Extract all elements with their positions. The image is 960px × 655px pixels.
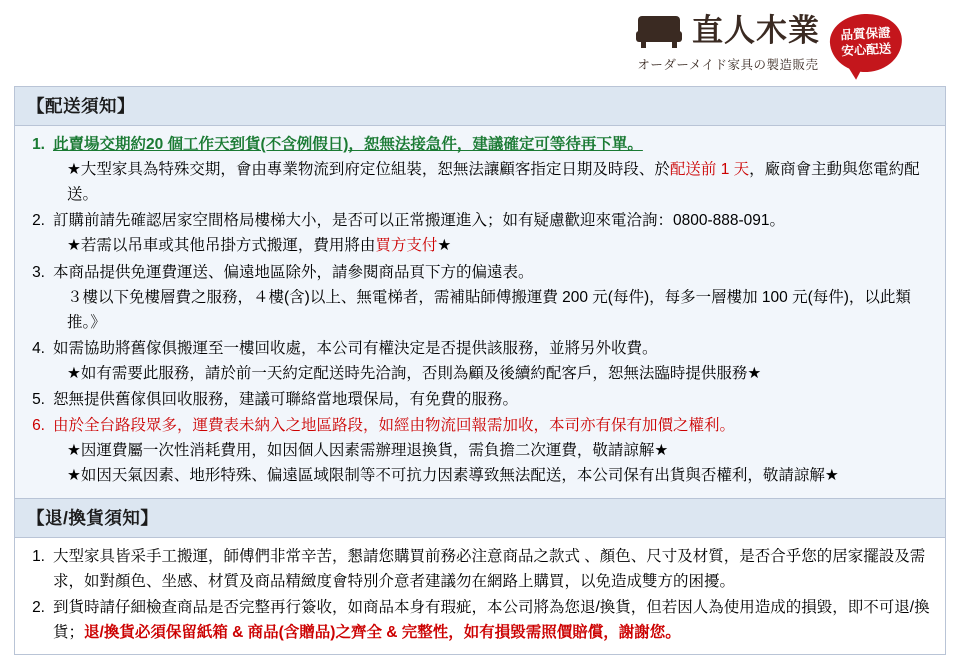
brand-name-row xyxy=(636,14,820,48)
list-item-line xyxy=(53,132,933,157)
list-item-line xyxy=(53,413,933,438)
list-item-number: 5. xyxy=(32,391,45,409)
text-run: 此賣場交期約20 個工作天到貨(不含例假日)，恕無法接急件，建議確定可等待再下單。 xyxy=(53,136,643,153)
text-run: 本商品提供免運費運送、偏遠地區除外，請參閱商品頁下方的偏遠表。 xyxy=(53,263,534,281)
badge-line-2: 安心配送 xyxy=(841,41,892,59)
list-item xyxy=(27,208,933,258)
shipping-notice-body xyxy=(15,126,945,498)
list-item-line xyxy=(53,233,933,258)
list-item-line xyxy=(53,157,933,207)
brand-logo xyxy=(636,14,902,73)
return-notice-list xyxy=(27,544,933,645)
text-run: 退/換貨必須保留紙箱 & 商品(含贈品)之齊全 & 完整性，如有損毀需照價賠償，謝謝您。 xyxy=(84,623,681,641)
list-item-number: 2. xyxy=(32,212,45,230)
list-item xyxy=(27,544,933,594)
sofa-icon xyxy=(636,14,682,48)
list-item-body xyxy=(53,544,933,594)
list-item-body xyxy=(53,260,933,335)
list-item-number: 3. xyxy=(32,263,45,281)
text-run: 由於全台路段眾多，運費表未納入之地區路段，如經由物流回報需加收，本司亦有保有加價之權利。 xyxy=(53,417,736,435)
text-run: ★因運費屬一次性消耗費用，如因個人因素需辦理退換貨，需負擔二次運費，敬請諒解★ xyxy=(67,442,669,460)
list-item-line xyxy=(53,595,933,645)
badge-line-1: 品質保證 xyxy=(840,26,891,43)
text-run: ★如有需要此服務，請於前一天約定配送時先洽詢，否則為顧及後續約配客戶，恕無法臨時提供服務★ xyxy=(67,364,762,382)
list-item xyxy=(27,595,933,645)
brand-text-block xyxy=(636,14,820,73)
shipping-notice-list xyxy=(27,132,933,489)
list-item-body xyxy=(53,336,933,386)
brand-name: 直人木業 xyxy=(692,13,820,48)
list-item xyxy=(27,336,933,386)
list-item xyxy=(27,260,933,335)
list-item-body xyxy=(53,208,933,258)
list-item-line xyxy=(53,438,933,463)
quality-badge xyxy=(829,12,904,74)
list-item-line xyxy=(53,260,933,285)
list-item-line xyxy=(53,463,933,488)
list-item-line xyxy=(53,361,933,386)
text-run: ３樓以下免樓層費之服務，４樓(含)以上、無電梯者，需補貼師傅搬運費 200 元(每件)，每多一層樓加 100 元(每件)，以此類推。》 xyxy=(67,288,911,331)
text-run: ★大型家具為特殊交期，會由專業物流到府定位組裝，恕無法讓顧客指定日期及時段、於 xyxy=(67,161,670,179)
list-item xyxy=(27,132,933,207)
return-notice-title: 【退/換貨須知】 xyxy=(15,498,945,538)
list-item-number: 2. xyxy=(32,598,45,616)
text-run: ★ xyxy=(437,237,452,255)
list-item-line xyxy=(53,387,933,412)
list-item-line xyxy=(53,208,933,233)
text-run: 訂購前請先確認居家空間格局樓梯大小，是否可以正常搬運進入；如有疑慮歡迎來電洽詢：0800-888-091。 xyxy=(53,212,786,230)
text-run: ★如因天氣因素、地形特殊、偏遠區域限制等不可抗力因素導致無法配送，本公司保有出貨與否權利，敬請諒解★ xyxy=(67,467,839,485)
list-item-number: 4. xyxy=(32,339,45,357)
text-run: ，廠商會主動與您電約配送。 xyxy=(67,161,920,204)
list-item-line xyxy=(53,285,933,335)
list-item-number: 1. xyxy=(32,547,45,565)
list-item-body xyxy=(53,132,933,207)
shipping-notice-frame xyxy=(14,86,946,655)
text-run: 配送前 1 天 xyxy=(669,161,750,179)
brand-subtitle: オーダーメイド家具の製造販売 xyxy=(637,57,819,72)
page-header xyxy=(0,0,960,86)
list-item-number: 6. xyxy=(32,417,45,435)
list-item-body xyxy=(53,595,933,645)
text-run: 恕無提供舊傢俱回收服務，建議可聯絡當地環保局，有免費的服務。 xyxy=(53,391,519,409)
list-item-body xyxy=(53,387,933,412)
text-run: 大型家具皆采手工搬運，師傅們非常辛苦，懇請您購買前務必注意商品之款式 、顏色、尺寸及材質，是否合乎您的居家擺設及需求，如對顏色、坐感、材質及商品精緻度會特別介意者建議勿在網路上購買，以免造成雙方的困擾。 xyxy=(53,547,926,590)
list-item xyxy=(27,413,933,488)
list-item-number: 1. xyxy=(32,136,45,153)
list-item-line xyxy=(53,544,933,594)
return-notice-body xyxy=(15,538,945,654)
text-run: 如需協助將舊傢俱搬運至一樓回收處，本公司有權決定是否提供該服務，並將另外收費。 xyxy=(53,339,658,357)
shipping-notice-title: 【配送須知】 xyxy=(15,87,945,126)
list-item xyxy=(27,387,933,412)
list-item-body xyxy=(53,413,933,488)
text-run: 買方支付 xyxy=(375,237,438,255)
text-run: 到貨時請仔細檢查商品是否完整再行簽收，如商品本身有瑕疵，本公司將為您退/換貨，但若因人為使用造成的損毀，即不可退/換貨； xyxy=(53,598,930,641)
list-item-line xyxy=(53,336,933,361)
text-run: ★若需以吊車或其他吊掛方式搬運，費用將由 xyxy=(67,237,376,255)
